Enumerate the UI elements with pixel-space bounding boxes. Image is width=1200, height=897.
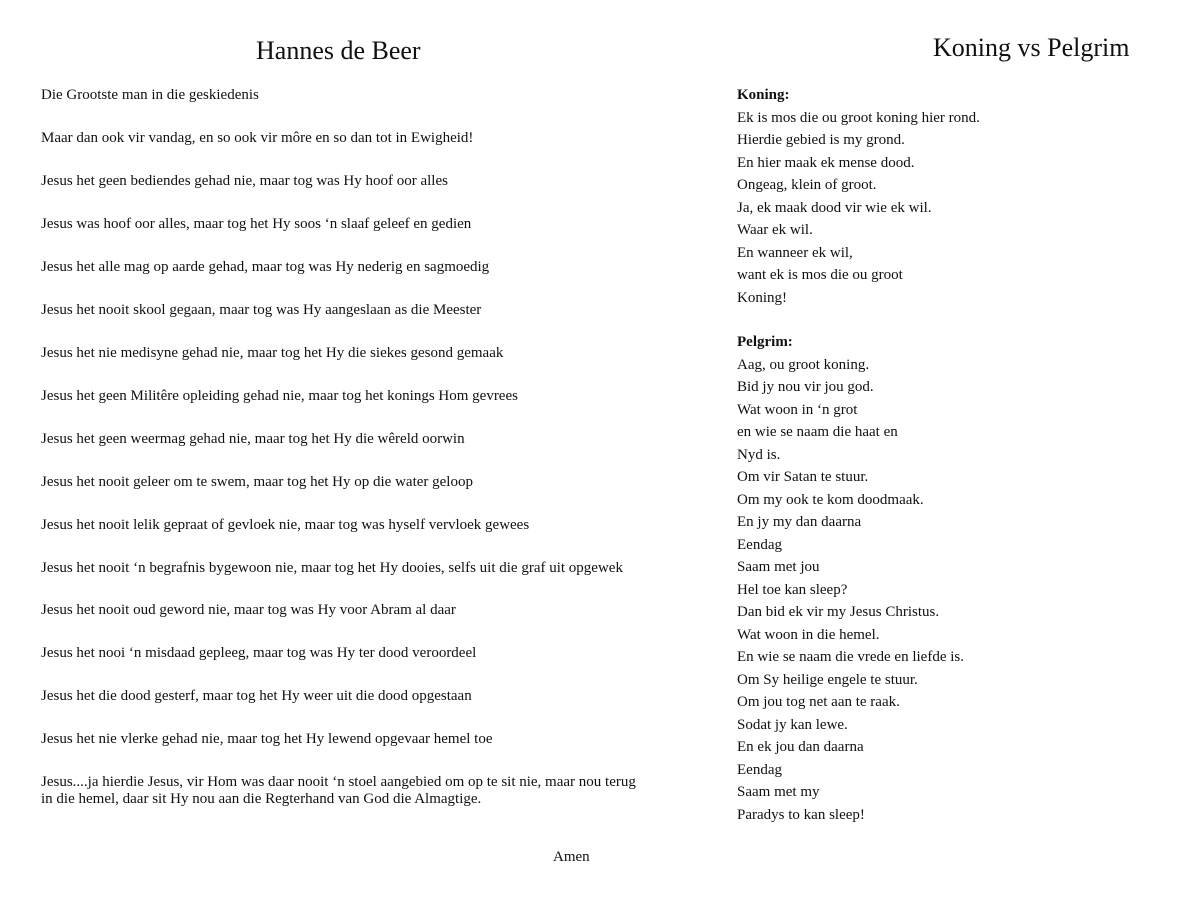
poem-line: Om vir Satan te stuur. [737, 469, 869, 485]
poem-line: En jy my dan daarna [737, 514, 862, 530]
poem-line: Bid jy nou vir jou god. [737, 379, 874, 395]
line: Jesus het alle mag op aarde gehad, maar tog was Hy nederig en sagmoedig [41, 259, 490, 275]
poem-line: Wat woon in die hemel. [737, 626, 880, 643]
poem-line: Om jou tog net aan te raak. [737, 694, 900, 710]
poem-line: Ek is mos die ou groot koning hier rond. [737, 109, 980, 126]
line: Jesus....ja hierdie Jesus, vir Hom was daar nooit ‘n stoel aangebied om op te sit nie, maar nou terug in die hemel, daar sit Hy nou aan die Regterhand van God die Almagtige. [41, 774, 636, 807]
poem-line: Nyd is. [737, 446, 781, 463]
line: Jesus het nooit oud geword nie, maar tog was Hy voor Abram al daar [41, 602, 456, 618]
line: Jesus het nie vlerke gehad nie, maar tog het Hy lewend opgevaar hemel toe [41, 731, 493, 747]
line: Jesus het nooit ‘n begrafnis bygewoon nie, maar tog het Hy dooies, selfs uit die graf uit opgewek [41, 560, 623, 576]
poem-line: Ongeag, klein of groot. [737, 177, 877, 193]
right-page [690, 0, 1200, 897]
poem-line: Dan bid ek vir my Jesus Christus. [737, 604, 940, 620]
line: Die Grootste man in die geskiedenis [41, 87, 259, 103]
poem-line: want ek is mos die ou groot [737, 267, 903, 283]
poem [737, 84, 1177, 848]
poem-line: Om Sy heilige engele te stuur. [737, 671, 918, 688]
line: Jesus het geen weermag gehad nie, maar tog het Hy die wêreld oorwin [41, 431, 465, 447]
poem-line: Waar ek wil. [737, 222, 813, 238]
poem-line: En wanneer ek wil, [737, 244, 853, 261]
left-page-lines [41, 87, 651, 834]
line: Maar dan ook vir vandag, en so ook vir môre en so dan tot in Ewigheid! [41, 130, 474, 146]
line: Jesus het nooit geleer om te swem, maar tog het Hy op die water geloop [41, 474, 473, 490]
poem-line: Hierdie gebied is my grond. [737, 132, 905, 148]
poem-line: Hel toe kan sleep? [737, 581, 848, 598]
poem-line: Ja, ek maak dood vir wie ek wil. [737, 199, 932, 216]
poem-line: Koning! [737, 289, 787, 306]
poem-line: Saam met my [737, 784, 820, 800]
line: Jesus het nooi ‘n misdaad gepleeg, maar tog was Hy ter dood veroordeel [41, 645, 477, 661]
line: Jesus het die dood gesterf, maar tog het Hy weer uit die dood opgestaan [41, 688, 472, 704]
poem-line: Eendag [737, 761, 782, 778]
poem-line: Wat woon in ‘n grot [737, 401, 858, 418]
closing-amen: Amen [553, 849, 590, 865]
line: Jesus het nooit skool gegaan, maar tog was Hy aangeslaan as die Meester [41, 302, 482, 318]
line: Jesus het geen Militêre opleiding gehad nie, maar tog het konings Hom gevrees [41, 388, 518, 404]
line: Jesus was hoof oor alles, maar tog het Hy soos ‘n slaaf geleef en gedien [41, 216, 472, 232]
line: Jesus het geen bediendes gehad nie, maar tog was Hy hoof oor alles [41, 173, 448, 189]
stanza-koning [737, 107, 1177, 310]
speaker-koning: Koning: [737, 87, 790, 103]
poem-line: En wie se naam die vrede en liefde is. [737, 649, 964, 665]
stanza-pelgrim [737, 354, 1177, 827]
poem-line: en wie se naam die haat en [737, 424, 898, 440]
poem-line: En ek jou dan daarna [737, 739, 864, 755]
poem-line: Paradys to kan sleep! [737, 806, 865, 823]
poem-line: Eendag [737, 536, 782, 553]
poem-line: En hier maak ek mense dood. [737, 154, 915, 171]
right-page-title: Koning vs Pelgrim [933, 33, 1130, 62]
poem-line: Aag, ou groot koning. [737, 356, 870, 373]
poem-line: Om my ook te kom doodmaak. [737, 491, 924, 508]
poem-line: Sodat jy kan lewe. [737, 716, 848, 733]
poem-line: Saam met jou [737, 559, 820, 575]
line: Jesus het nie medisyne gehad nie, maar tog het Hy die siekes gesond gemaak [41, 345, 504, 361]
line: Jesus het nooit lelik gepraat of gevloek nie, maar tog was hyself vervloek gewees [41, 517, 530, 533]
left-page-title: Hannes de Beer [256, 36, 421, 65]
speaker-pelgrim: Pelgrim: [737, 334, 793, 350]
